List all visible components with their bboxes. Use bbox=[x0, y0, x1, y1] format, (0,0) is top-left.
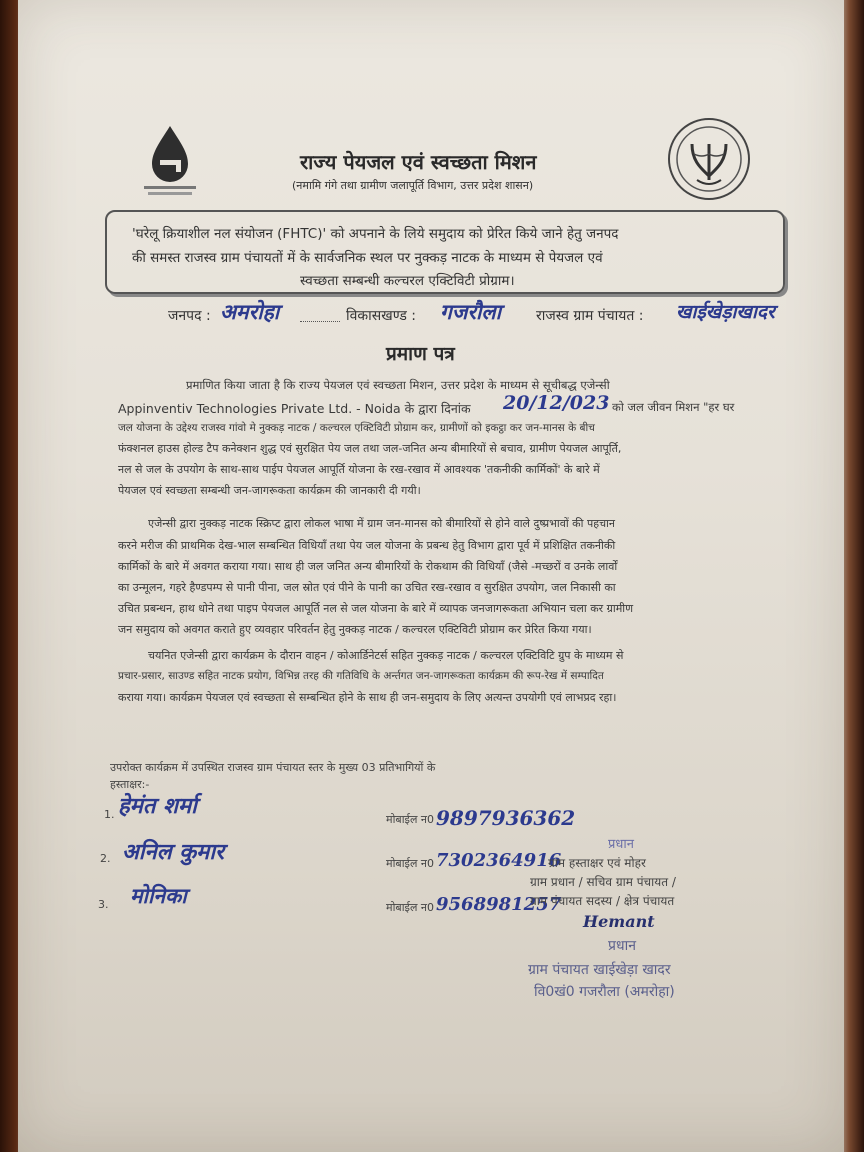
up-government-seal-icon bbox=[664, 114, 754, 204]
mobile-3: 9568981257 bbox=[436, 894, 562, 915]
signature-3-number: 3. bbox=[98, 898, 109, 911]
body-p1-line-6: पेयजल एवं स्वच्छता सम्बन्धी जन-जागरूकता कार्यक्रम की जानकारी दी गयी। bbox=[118, 484, 421, 497]
event-date: 20/12/023 bbox=[503, 392, 610, 414]
district-label: जनपद : bbox=[168, 308, 211, 324]
mobile-3-label: मोबाईल न0 bbox=[386, 901, 435, 914]
program-title-line-3: स्वच्छता सम्बन्धी कल्चरल एक्टिविटी प्रोग्राम। bbox=[300, 273, 515, 289]
body-p3-line-2: प्रचार-प्रसार, साउण्ड सहित नाटक प्रयोग, विभिन्न तरह की गतिविधि के अर्न्तगत जन-जागरूकता कार्यक्रम की रूप-रेख में सम्पादित bbox=[118, 670, 604, 682]
signature-2-number: 2. bbox=[100, 852, 111, 865]
mobile-1-label: मोबाईल न0 bbox=[386, 813, 435, 826]
body-p1-line-3: जल योजना के उद्देश्य राजस्व गांवो मे नुक्कड़ नाटक / कल्चरल एक्टिविटी प्रोग्राम कर, ग्रामीणों को इकट्ठा कर जन-मानस के बीच bbox=[118, 422, 595, 434]
body-p1-line-1: प्रमाणित किया जाता है कि राज्य पेयजल एवं स्वच्छता मिशन, उत्तर प्रदेश के माध्यम से सूचीबद्ध एजेन्सी bbox=[186, 378, 610, 392]
panchayat-label: राजस्व ग्राम पंचायत : bbox=[536, 308, 644, 324]
mobile-1: 9897936362 bbox=[436, 806, 576, 830]
district-value: अमरोहा bbox=[220, 299, 280, 324]
pradhan-stamp-panchayat: ग्राम पंचायत खाईखेड़ा खादर bbox=[528, 962, 671, 978]
pradhan-stamp-block: वि0खं0 गजरौला (अमरोहा) bbox=[534, 984, 675, 1000]
signatures-intro-line-2: हस्ताक्षर:- bbox=[110, 778, 150, 791]
pradhan-stamp-title: प्रधान bbox=[608, 938, 636, 954]
body-p1-line-4: फंक्शनल हाउस होल्ड टैप कनेक्शन शुद्ध एवं सुरक्षित पेय जल तथा जल-जनित अन्य बीमारियों से बचाव, ग्रामीण पेयजल आपूर्ति, bbox=[118, 442, 622, 455]
pradhan-signature-seal-label: ग्राम हस्ताक्षर एवं मोहर bbox=[548, 856, 646, 870]
signature-1: हेमंत शर्मा bbox=[118, 793, 197, 819]
body-p1-line-2a: Appinventiv Technologies Private Ltd. - Noida के द्वारा दिनांक bbox=[118, 401, 471, 416]
district-underline bbox=[300, 321, 340, 322]
organization-subtitle: (नमामि गंगे तथा ग्रामीण जलापूर्ति विभाग, उत्तर प्रदेश शासन) bbox=[292, 179, 534, 192]
pradhan-stamp-top: प्रधान bbox=[608, 837, 634, 852]
block-label: विकासखण्ड : bbox=[346, 308, 417, 324]
certificate-heading: प्रमाण पत्र bbox=[386, 343, 455, 365]
body-p2-line-6: जन समुदाय को अवगत कराते हुए व्यवहार परिवर्तन हेतु नुक्कड़ नाटक / कल्चरल एक्टिविटी प्रोग्राम कर प्रेरित किया गया। bbox=[118, 623, 592, 636]
program-title-line-1: 'घरेलू क्रियाशील नल संयोजन (FHTC)' को अपनाने के लिये समुदाय को प्रेरित किये जाने हेतु जनपद bbox=[132, 226, 619, 242]
signatures-intro-line-1: उपरोक्त कार्यक्रम में उपस्थित राजस्व ग्राम पंचायत स्तर के मुख्य 03 प्रतिभागियों के bbox=[110, 761, 436, 774]
signature-1-number: 1. bbox=[104, 808, 115, 821]
panchayat-value: खाईखेड़ाखादर bbox=[676, 301, 775, 323]
body-p3-line-3: कराया गया। कार्यक्रम पेयजल एवं स्वच्छता से सम्बन्धित होने के साथ ही जन-समुदाय के लिए अत्यन्त उपयोगी एवं लाभप्रद रहा। bbox=[118, 691, 617, 704]
body-p2-line-5: उचित प्रबन्धन, हाथ धोने तथा पाइप पेयजल आपूर्ति नल से जल योजना के बारे में व्यापक जनजागरूकता अभियान चला कर ग्रामीण bbox=[118, 602, 634, 615]
body-p1-line-5: नल से जल के उपयोग के साथ-साथ पाईप पेयजल आपूर्ति योजना के रख-रखाव में आवश्यक 'तकनीकी कार्मिकों' के बारे में bbox=[118, 463, 600, 476]
block-value: गजरौला bbox=[440, 299, 502, 324]
organization-title: राज्य पेयजल एवं स्वच्छता मिशन bbox=[300, 150, 537, 174]
pradhan-signature: Hemant bbox=[583, 912, 655, 931]
mobile-2-label: मोबाईल न0 bbox=[386, 857, 435, 870]
signature-2: अनिल कुमार bbox=[122, 839, 225, 865]
water-drop-tap-icon bbox=[130, 120, 210, 200]
panchayat-member-line: ग्राम पंचायत सदस्य / क्षेत्र पंचायत bbox=[530, 894, 675, 908]
body-p1-line-2b: को जल जीवन मिशन "हर घर bbox=[612, 400, 735, 414]
program-title-line-2: की समस्त राजस्व ग्राम पंचायतों में के सार्वजनिक स्थल पर नुक्कड़ नाटक के माध्यम से पेयजल एवं bbox=[132, 250, 603, 266]
body-p3-line-1: चयनित एजेन्सी द्वारा कार्यक्रम के दौरान वाहन / कोआर्डिनेटर्स सहित नुक्कड़ नाटक / कल्चरल एक्टिविटि ग्रुप के माध्यम से bbox=[148, 649, 624, 662]
mobile-2: 7302364916 bbox=[436, 850, 562, 871]
body-p2-line-1: एजेन्सी द्वारा नुक्कड़ नाटक स्क्रिप्ट द्वारा लोकल भाषा में ग्राम जन-मानस को बीमारियों से होने वाले दुष्प्रभावों की पहचान bbox=[148, 517, 616, 530]
body-p2-line-3: कार्मिकों के बारे में अवगत कराया गया। साथ ही जल जनित अन्य बीमारियों के रोकथाम की विधियाँ (जैसे -मच्छरों व उनके लार्वों bbox=[118, 560, 618, 573]
body-p2-line-4: का उन्मूलन, गहरे हैण्डपम्प से पानी पीना, जल स्रोत एवं पीने के पानी का उचित रख-रखाव व सुरक्षित उपयोग, जल निकासी का bbox=[118, 581, 616, 594]
body-p2-line-2: करने मरीज की प्राथमिक देख-भाल सम्बन्धित विधियाँ तथा पेय जल योजना के प्रबन्ध हेतु विभाग द्वारा पूर्व में प्रशिक्षित तकनीकी bbox=[118, 539, 616, 552]
signature-3: मोनिका bbox=[130, 883, 187, 908]
pradhan-role-line: ग्राम प्रधान / सचिव ग्राम पंचायत / bbox=[530, 875, 676, 889]
